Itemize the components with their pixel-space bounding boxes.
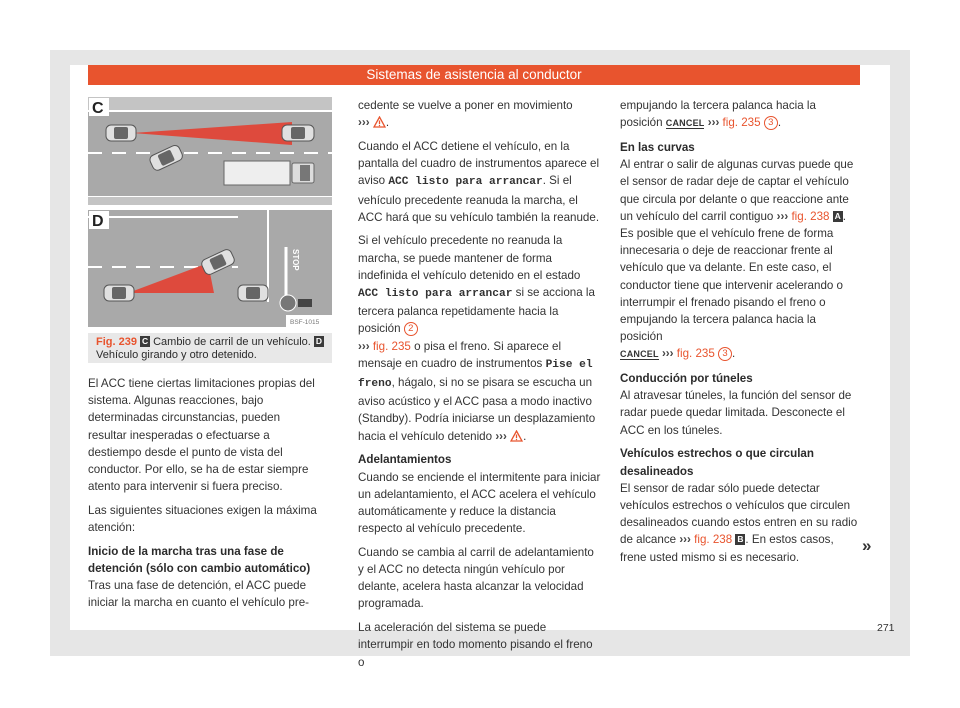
paragraph: El ACC tiene ciertas limitaciones propias del sistema. Algunas reacciones, bajo determinadas circunstancias, pueden resultar inesperadas o efectuarse a destiempo desde el punto de vista del conductor. Por ello, se ha de estar siempre atento para intervenir si fuera preciso. [88,377,315,494]
column-2 [358,97,601,677]
badge-a: A [834,210,841,221]
badge-c: C [141,336,149,346]
message-acc-ready: ACC listo para arrancar [358,288,513,301]
badge-d: D [315,336,322,346]
paragraph: La aceleración del sistema se puede interrumpir en todo momento pisando el freno o [358,621,593,669]
fig-235-link[interactable]: fig. 235 [722,116,761,130]
caption-text-1: Cambio de carril de un vehículo. [153,336,311,348]
stop-road-marking: STOP [291,249,300,271]
position-badge-3: 3 [764,116,778,130]
position-badge-2: 2 [404,322,418,336]
text: si se acciona la tercera palanca repetidamente hacia la posición [358,286,595,336]
text: empujando la tercera palanca hacia la posición [620,99,816,130]
heading: En las curvas [620,140,695,154]
traffic-illustration [88,97,332,327]
paragraph [620,480,860,566]
label-d: D [92,213,104,230]
figure-caption [88,333,332,363]
text: . Si el vehículo precedente reanuda la marcha, el ACC hará que su vehículo también la reanude. [358,174,600,224]
warning-icon[interactable] [373,116,386,128]
text: Cuando el ACC detiene el vehículo, en la pantalla del cuadro de instrumentos aparece el aviso [358,139,600,188]
text: Al entrar o salir de algunas curvas puede que el sensor de radar deje de captar el vehículo que circula por delante o que reaccione ante un vehículo del carril contiguo [620,158,854,223]
paragraph: cedente se vuelve a poner en movimiento ››› . [358,99,573,130]
message-acc-ready: ACC listo para arrancar [388,176,543,189]
text: . En estos casos, frene usted mismo si es necesario. [620,533,834,564]
fig-238-link[interactable]: fig. 238 [694,533,733,547]
arrows-link[interactable]: ››› [495,429,507,443]
figure-code: BSF-1015 [290,319,320,326]
paragraph: Cuando se enciende el intermitente para iniciar un adelantamiento, el ACC acelera el vehículo automáticamente y reduce la distancia respecto al vehículo precedente. [358,470,601,536]
figure-number: Fig. 239 [96,336,137,348]
paragraph: Al entrar o salir de algunas curvas puede que el sensor de radar deje de captar el vehículo que circula por delante o que reaccione ante un vehículo del carril contiguo ››› fig. 238 A . Es posible que el vehículo frene de forma innecesaria o deje de reaccionar frente al vehículo que va delante. En este caso, el conductor tiene que intervenir acelerando o interrumpir el frenado pisando el freno o empujando la tercera palanca hacia la posición CANCEL ››› fig. 235 3 . [620,158,854,361]
heading: Adelantamientos [358,453,452,467]
cancel-position: CANCEL [620,349,659,360]
fig-235-link[interactable]: fig. 235 [372,339,411,353]
truck-icon [224,161,314,185]
arrows-link[interactable]: ››› [358,339,370,353]
text: , hágalo, si no se pisara se escucha un aviso acústico y el ACC pasa a modo inactivo (Standby). Podría iniciarse un desplazamiento hacia el vehículo detenido [358,376,596,443]
arrows-link[interactable]: ››› [661,347,674,361]
text: Es posible que el vehículo frene de forma innecesaria o deje de reaccionar frente al vehículo que va delante. En este caso, el conductor tiene que intervenir acelerando o interrumpir el frenado pisando el freno o empujando la tercera palanca hacia la posición [620,226,844,344]
text: El sensor de radar sólo puede detectar vehículos estrechos o vehículos que circulen desalineados cuando estos entren en su radio de alcance [620,481,858,547]
paragraph: Tras una fase de detención, el ACC puede iniciar la marcha en cuanto el vehículo pre- [88,579,310,610]
paragraph: Al atravesar túneles, la función del sensor de radar puede quedar limitada. Desconecte el ACC en los túneles. [620,389,852,437]
text: cedente se vuelve a poner en movimiento [358,99,573,112]
car-icon [238,285,268,301]
paragraph [358,138,601,226]
car-icon [104,285,134,301]
continue-marker: » [862,536,872,555]
caption-text-2: Vehículo girando y otro detenido. [96,349,257,361]
heading: Conducción por túneles [620,372,753,386]
paragraph: Si el vehículo precedente no reanuda la marcha, se puede mantener de forma indefinida el vehículo detenido en el estado ACC listo para arrancar si se acciona la tercera palanca repetidamente hacia la posición 2 ››› fig. 235 o pisa el freno. Si aparece el mensaje en cuadro de instrumentos Pise el freno, hágalo, si no se pisara se escucha un aviso acústico y el ACC pasa a modo inactivo (Standby). Podría iniciarse un desplazamiento hacia el vehículo detenido ››› . [358,234,596,443]
message-brake: Pise el freno [358,358,593,391]
text: o pisa el freno. Si aparece el mensaje en cuadro de instrumentos [358,339,562,370]
cancel-position: CANCEL [665,118,705,129]
road-panel-c [88,97,332,205]
heading: Inicio de la marcha tras una fase de detención (sólo con cambio automático) [88,544,311,576]
position-badge-3: 3 [718,347,732,361]
badge-b: B [737,534,744,545]
warning-icon[interactable] [510,430,523,442]
column-3 [620,97,860,572]
label-c: C [92,100,104,117]
arrows-link[interactable]: ››› [707,116,720,130]
paragraph: Las siguientes situaciones exigen la máxima atención: [88,503,317,535]
paragraph: Cuando se cambia al carril de adelantamiento y el ACC no detecta ningún vehículo por delante, acelera hasta alcanzar la velocidad programada. [358,545,594,611]
arrows-link[interactable]: ››› [679,533,691,547]
figure-239 [88,97,332,327]
page-number: 271 [877,622,895,634]
arrows-link[interactable]: ››› [776,209,789,223]
section-header: Sistemas de asistencia al conductor [88,65,860,85]
car-icon [106,125,136,141]
car-icon [282,125,314,141]
paragraph: empujando la tercera palanca hacia la posición CANCEL ››› fig. 235 3 . [620,99,816,130]
fig-235-link[interactable]: fig. 235 [676,347,715,361]
fig-238-link[interactable]: fig. 238 [791,209,830,223]
arrows-link[interactable]: ››› [358,116,370,130]
heading: Vehículos estrechos o que circulan desalineados [620,447,814,478]
column-1 [88,375,320,618]
text: Si el vehículo precedente no reanuda la marcha, se puede mantener de forma indefinida el vehículo detenido en el estado [358,234,581,282]
